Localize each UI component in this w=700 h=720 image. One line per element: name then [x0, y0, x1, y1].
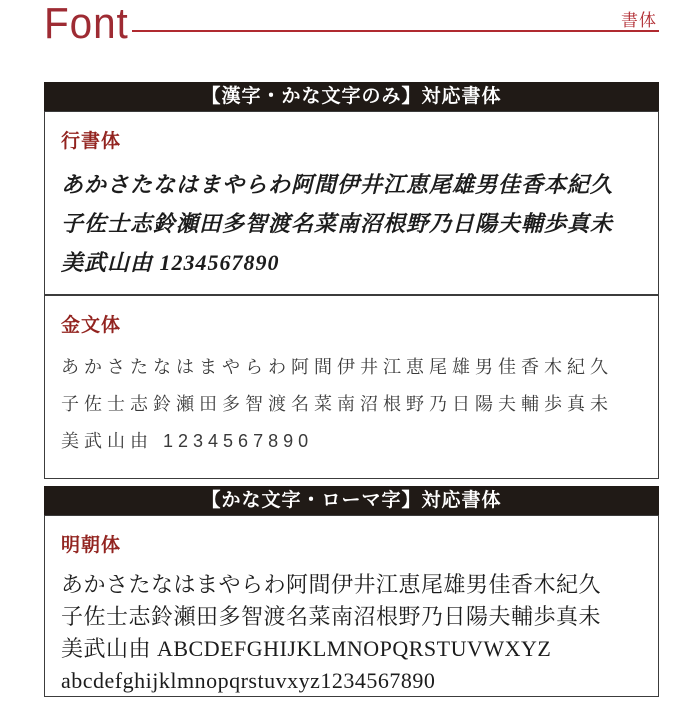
sample-line: あかさたなはまやらわ阿間伊井江恵尾雄男佳香木紀久 [61, 572, 602, 597]
sample-line: あかさたなはまやらわ阿間伊井江恵尾雄男佳香本紀久 [61, 172, 614, 197]
font-sample-box-mincho [44, 515, 659, 697]
page-subtitle: 書体 [621, 11, 657, 30]
title-rule [132, 30, 659, 32]
sample-line: あかさたなはまやらわ阿間伊井江恵尾雄男佳香木紀久 [61, 357, 613, 377]
section-kanji-kana [44, 82, 659, 479]
sample-line: 子佐士志鈴瀬田多智渡名菜南沼根野乃日陽夫輔歩真未 [61, 394, 613, 414]
spacer [44, 697, 659, 720]
font-sample-box-gyosho [44, 111, 659, 295]
sample-line: 子佐士志鈴瀬田多智渡名菜南沼根野乃日陽夫輔歩真未 [61, 211, 614, 236]
page-content [44, 0, 659, 720]
sample-line: 美武山由 1234567890 [61, 431, 314, 451]
sample-line: 子佐士志鈴瀬田多智渡名菜南沼根野乃日陽夫輔歩真未 [61, 604, 602, 629]
page-title: Font [44, 0, 129, 48]
font-sample-box-kinbun [44, 295, 659, 479]
sample-line: abcdefghijklmnopqrstuvxyz1234567890 [61, 668, 436, 693]
sample-line: 美武山由 1234567890 [61, 250, 280, 275]
font-name-label-kinbun: 金文体 [61, 315, 122, 336]
font-name-label-gyosho: 行書体 [61, 131, 122, 152]
font-name-label-mincho: 明朝体 [61, 535, 122, 556]
sample-line: 美武山由 ABCDEFGHIJKLMNOPQRSTUVWXYZ [61, 636, 552, 661]
section-header-bar-kana-roman: 【かな文字・ローマ字】対応書体 [44, 486, 659, 515]
page-header [44, 0, 659, 60]
section-kana-roman [44, 486, 659, 697]
section-header-bar-kanji-kana: 【漢字・かな文字のみ】対応書体 [44, 82, 659, 111]
